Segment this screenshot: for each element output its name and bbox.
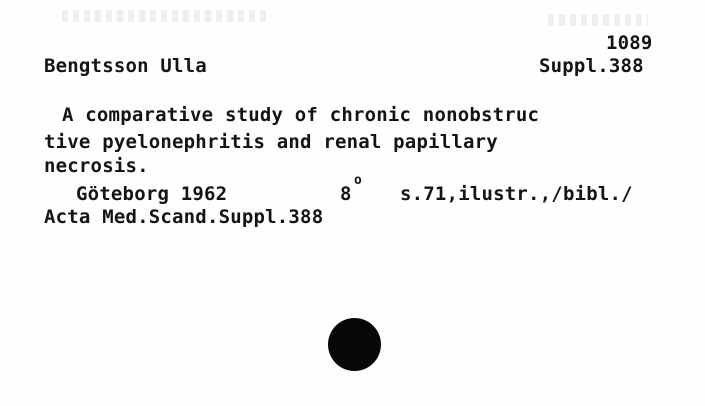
place-year: Göteborg 1962 xyxy=(76,183,228,205)
format-superscript: o xyxy=(354,173,362,188)
series-reference: Suppl.388 xyxy=(539,55,644,77)
punch-hole xyxy=(328,318,381,371)
title-line-1: A comparative study of chronic nonobstruc xyxy=(62,104,540,126)
author-name: Bengtsson Ulla xyxy=(44,55,207,77)
card-number: 1089 xyxy=(606,32,653,54)
series-statement: Acta Med.Scand.Suppl.388 xyxy=(44,206,324,228)
collation: s.71,ilustr.,/bibl./ xyxy=(400,183,633,205)
title-line-2: tive pyelonephritis and renal papillary xyxy=(44,131,498,153)
format-number: 8 xyxy=(340,183,352,205)
faint-header-ink-right xyxy=(548,14,648,26)
faint-header-ink xyxy=(62,10,267,22)
title-line-3: necrosis. xyxy=(44,155,149,177)
